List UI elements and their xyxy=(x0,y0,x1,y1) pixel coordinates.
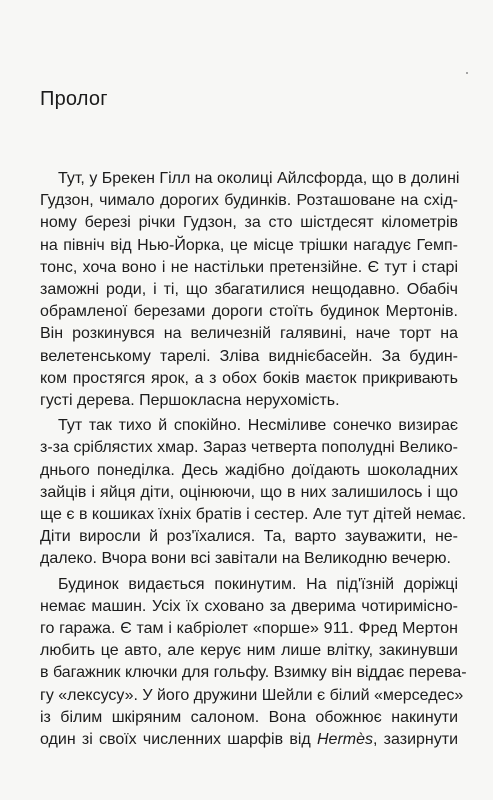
paragraph xyxy=(40,415,467,570)
text-line: Тут так тихо й спокійно. Несміливе сонечко визирає xyxy=(58,417,458,435)
text-line: велетенському тарелі. Зліва виднієбасейн. За будин- xyxy=(40,347,458,365)
text-line: ком простягся ярок, а з обох боків маєток прикривають xyxy=(40,369,458,387)
text-line: в багажник ключки для гольфу. Взимку він віддає перева- xyxy=(40,664,467,682)
text-line: Гудзон, чимало дорогих будинків. Розташоване на схід- xyxy=(40,192,458,210)
text-line: густі дерева. Першокласна нерухомість. xyxy=(40,392,340,410)
chapter-heading: Пролог xyxy=(40,88,108,110)
text-line: Діти виросли й роз'їхалися. Та, варто зауважити, не- xyxy=(40,528,458,546)
text-line: із білим шкіряним салоном. Вона обожнює накинути xyxy=(40,708,458,726)
text-line: гу «лексусу». У його дружини Шейли є білий «мерседес» xyxy=(40,686,464,704)
paragraph xyxy=(40,574,467,752)
text-line: зайців і яйця діти, оцінюючи, що в них залишилось і що xyxy=(40,483,458,501)
text-line: один зі своїх численних шарфів від Hermès, зазирнути xyxy=(40,731,459,749)
text-line: Він розкинувся на величезній галявині, наче торт на xyxy=(40,325,458,343)
paragraph xyxy=(40,168,458,412)
page-speck xyxy=(466,72,468,74)
text-line: ще є в кошиках їхніх братів і сестер. Але тут дітей немає. xyxy=(40,506,467,524)
text-line: днього понеділка. Десь жадібно доїдають шоколадних xyxy=(40,461,458,479)
text-line: заможні роди, і ті, що збагатилися нещодавно. Обабіч xyxy=(40,281,458,299)
text-line: на північ від Нью-Йорка, це місце трішки нагадує Гемп- xyxy=(40,236,458,254)
text-line: обрамленої березами дороги стоїть будинок Мертонів. xyxy=(40,303,458,321)
text-line: любить це авто, але керує ним лише влітку, закинувши xyxy=(40,642,458,660)
text-line: з-за сріблястих хмар. Зараз четверта пополудні Велико- xyxy=(40,439,458,457)
text-line: Тут, у Брекен Гілл на околиці Айлсфорда, що в долині xyxy=(58,170,460,187)
text-line: Будинок видається покинутим. На під'їзній доріжці xyxy=(58,575,458,593)
text-line: далеко. Вчора вони всі завітали на Великодню вечерю. xyxy=(40,550,451,568)
chapter-body xyxy=(40,168,467,751)
text-line: тонс, хоча воно і не настільки претензійне. Є тут і старі xyxy=(40,258,458,276)
text-line: го гаража. Є там і кабріолет «порше» 911. Фред Мертон xyxy=(40,620,458,638)
text-line: немає машин. Усіх їх сховано за дверима чотиримісно- xyxy=(40,597,458,615)
brand-name: Hermès xyxy=(316,731,373,749)
text-line: ному березі річки Гудзон, за сто шістдесят кілометрів xyxy=(40,214,458,232)
